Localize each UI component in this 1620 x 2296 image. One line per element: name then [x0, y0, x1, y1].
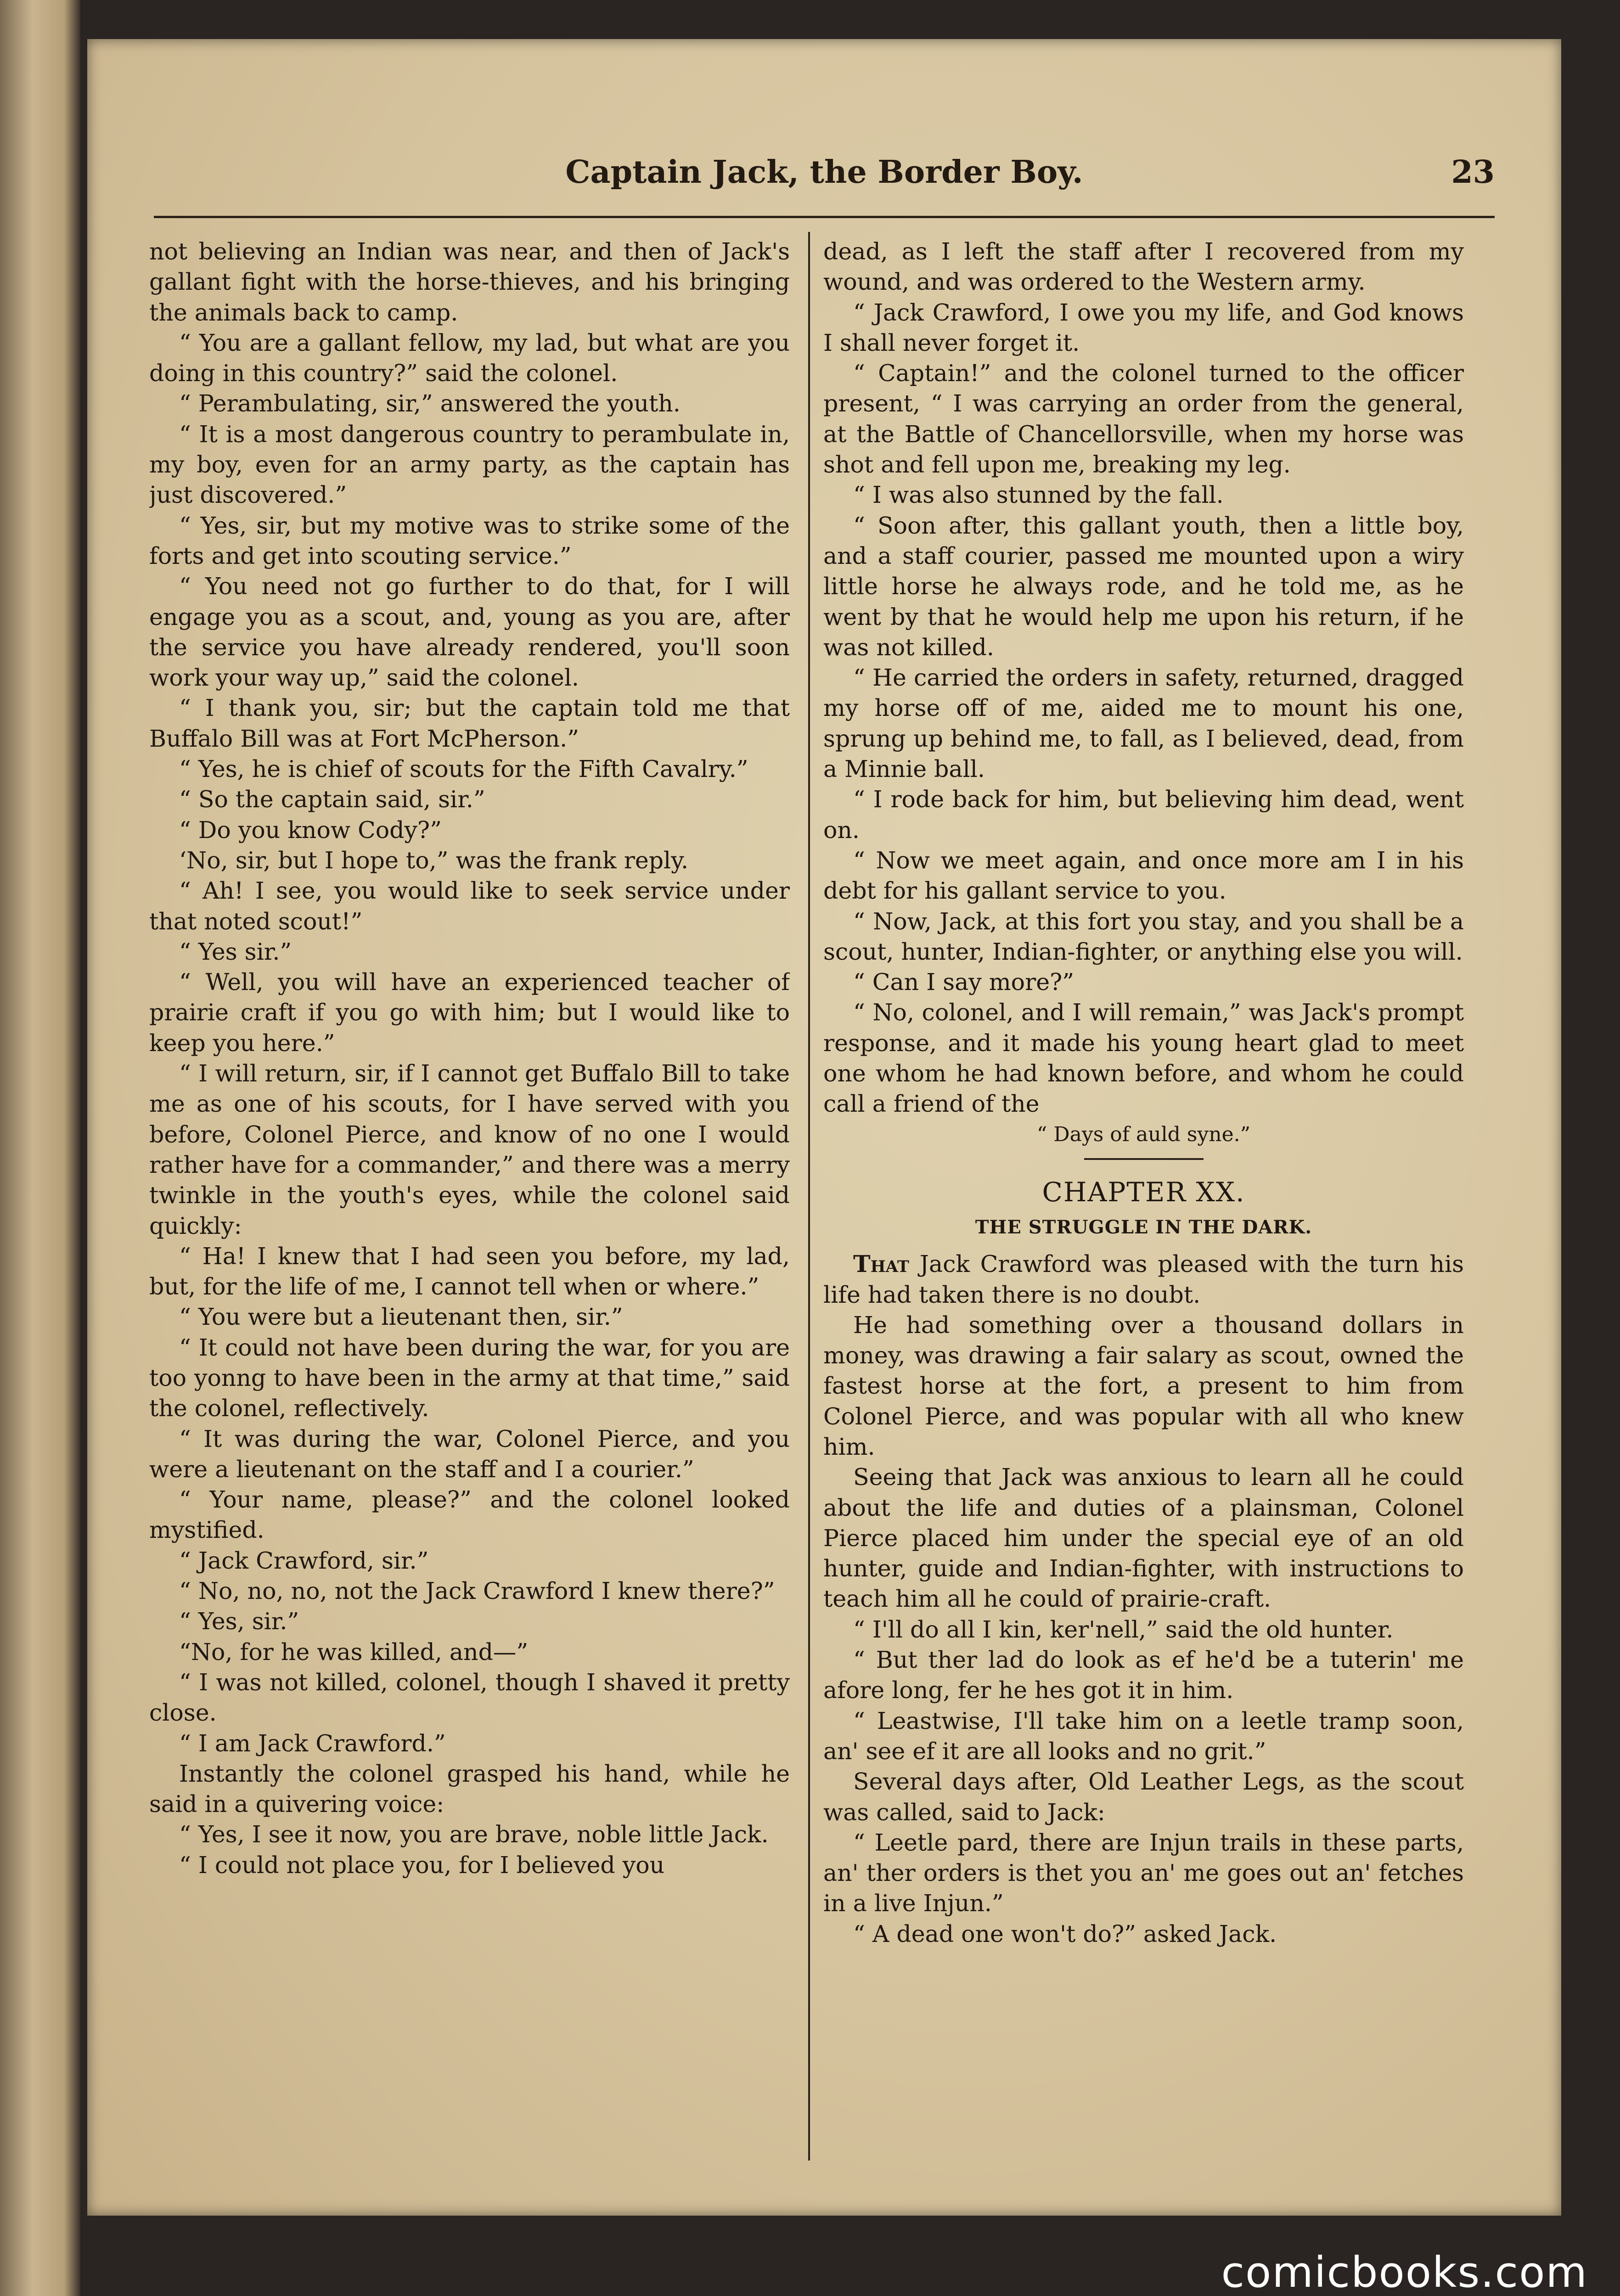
book-page	[87, 39, 1561, 2216]
chapter-subtitle: THE STRUGGLE IN THE DARK.	[975, 1216, 1312, 1238]
chapter-rule	[1084, 1158, 1204, 1160]
paragraph: “ Yes sir.”	[179, 938, 292, 965]
paragraph: “ I was also stunned by the fall.	[853, 481, 1224, 509]
paragraph: Instantly the colonel grasped his hand, while he said in a quivering voice:	[149, 1760, 790, 1818]
paragraph: “ I'll do all I kin, ker'nell,” said the old hunter.	[853, 1615, 1394, 1643]
paragraph: “ Your name, please?” and the colonel looked mystified.	[149, 1486, 790, 1544]
paragraph: Seeing that Jack was anxious to learn all he could about the life and duties of a plainsman, Colonel Pierce placed him under the special eye of an old hunter, guide and Indian-fighter, with instructions to teach him all he could of prairie-craft.	[823, 1463, 1464, 1613]
watermark: comicbooks.com	[1221, 2248, 1588, 2296]
paragraph: dead, as I left the staff after I recovered from my wound, and was ordered to the Western army.	[823, 238, 1464, 296]
running-header	[154, 154, 1495, 204]
paragraph: “ A dead one won't do?” asked Jack.	[853, 1920, 1277, 1947]
paragraph: “ Well, you will have an experienced teacher of prairie craft if you go with him; but I would like to keep you here.”	[149, 968, 790, 1057]
paragraph: “ He carried the orders in safety, returned, dragged my horse off of me, aided me to mount his one, sprung up behind me, to fall, as I believed, dead, from a Minnie ball.	[823, 664, 1464, 783]
paragraph: “ I was not killed, colonel, though I shaved it pretty close.	[149, 1668, 790, 1727]
running-title: Captain Jack, the Border Boy.	[565, 154, 1083, 191]
paragraph: “ Yes, I see it now, you are brave, noble little Jack.	[179, 1821, 769, 1848]
paragraph: “ So the captain said, sir.”	[179, 786, 485, 813]
paragraph: He had something over a thousand dollars in money, was drawing a fair salary as scout, owned the fastest horse at the fort, a present to him from Colonel Pierce, and was popular with all who knew him.	[823, 1311, 1464, 1460]
paragraph: “ I am Jack Crawford.”	[179, 1729, 446, 1757]
paragraph: “ Jack Crawford, sir.”	[179, 1547, 429, 1574]
paragraph: not believing an Indian was near, and then of Jack's gallant fight with the horse-thieves, and his bringing the animals back to camp.	[149, 238, 790, 326]
paragraph: “ I thank you, sir; but the captain told me that Buffalo Bill was at Fort McPherson.”	[149, 694, 790, 752]
paragraph: “ No, no, no, not the Jack Crawford I knew there?”	[179, 1577, 775, 1605]
paragraph: “ But ther lad do look as ef he'd be a tuterin' me afore long, fer he hes got it in him.	[823, 1646, 1464, 1704]
paragraph: Several days after, Old Leather Legs, as the scout was called, said to Jack:	[823, 1768, 1464, 1826]
paragraph: “ Jack Crawford, I owe you my life, and God knows I shall never forget it.	[823, 298, 1464, 356]
paragraph: “ Perambulating, sir,” answered the youth.	[179, 390, 681, 417]
paragraph: “ Yes, sir, but my motive was to strike some of the forts and get into scouting service.”	[149, 512, 790, 569]
lead-text: Jack Crawford was pleased with the turn his life had taken there is no doubt.	[823, 1250, 1464, 1308]
paragraph: “ Captain!” and the colonel turned to the officer present, “ I was carrying an order from the general, at the Battle of Chancellorsville, when my horse was shot and fell upon me, breaking my leg.	[823, 360, 1464, 478]
quote-line: “ Days of auld syne.”	[1036, 1122, 1251, 1146]
paragraph: “ Soon after, this gallant youth, then a little boy, and a staff courier, passed me mounted upon a wiry little horse he always rode, and he told me, as he went by that he would help me upon his return, if he was not killed.	[823, 512, 1464, 661]
paragraph: “ It is a most dangerous country to perambulate in, my boy, even for an army party, as the captain has just discovered.”	[149, 420, 790, 509]
adjacent-page-edge	[0, 0, 80, 2296]
paragraph: “ Now we meet again, and once more am I in his debt for his gallant service to you.	[823, 846, 1464, 905]
paragraph: “ Yes, sir.”	[179, 1608, 299, 1635]
paragraph: “ I rode back for him, but believing him dead, went on.	[823, 786, 1464, 844]
paragraph: “ You need not go further to do that, for I will engage you as a scout, and, young as you are, after the service you have already rendered, you'll soon work your way up,” said the colonel.	[149, 573, 790, 692]
paragraph: “ Leastwise, I'll take him on a leetle tramp soon, an' see ef it are all looks and no grit.”	[823, 1707, 1464, 1765]
paragraph: “ I could not place you, for I believed you	[179, 1851, 665, 1879]
paragraph: “ It could not have been during the war, for you are too yonng to have been in the army at that time,” said the colonel, reflectively.	[149, 1334, 790, 1422]
paragraph: “ Yes, he is chief of scouts for the Fifth Cavalry.”	[179, 755, 748, 783]
paragraph: “No, for he was killed, and—”	[179, 1638, 529, 1666]
chapter-title: CHAPTER XX.	[1042, 1176, 1245, 1208]
paragraph: “ Ah! I see, you would like to seek service under that noted scout!”	[149, 877, 790, 935]
paragraph: ‘No, sir, but I hope to,” was the frank reply.	[179, 846, 689, 874]
page-number: 23	[1451, 154, 1495, 191]
paragraph: “ Do you know Cody?”	[179, 816, 442, 844]
header-rule	[154, 216, 1495, 218]
paragraph: “ You were but a lieutenant then, sir.”	[179, 1303, 623, 1331]
paragraph: “ Can I say more?”	[853, 968, 1074, 996]
right-column	[823, 236, 1464, 2174]
paragraph: “ No, colonel, and I will remain,” was Jack's prompt response, and it made his young heart glad to meet one whom he had known before, and whom he could call a friend of the	[823, 999, 1464, 1118]
lead-word: That	[853, 1250, 909, 1278]
paragraph: “ It was during the war, Colonel Pierce, and you were a lieutenant on the staff and I a courier.”	[149, 1425, 790, 1483]
paragraph: “ You are a gallant fellow, my lad, but what are you doing in this country?” said the colonel.	[149, 329, 790, 387]
paragraph: “ Ha! I knew that I had seen you before, my lad, but, for the life of me, I cannot tell when or where.”	[149, 1242, 790, 1300]
paragraph: “ I will return, sir, if I cannot get Buffalo Bill to take me as one of his scouts, for I have served with you before, Colonel Pierce, and know of no one I would rather have for a commander,” and there was a merry twinkle in the youth's eyes, while the colonel said quickly:	[149, 1060, 790, 1239]
column-divider	[808, 232, 810, 2161]
chapter-lead-paragraph	[823, 1249, 1464, 1310]
paragraph: “ Now, Jack, at this fort you stay, and you shall be a scout, hunter, Indian-fighter, or anything else you will.	[823, 907, 1464, 965]
left-column	[149, 236, 790, 2174]
paragraph: “ Leetle pard, there are Injun trails in these parts, an' ther orders is thet you an' me goes out an' fetches in a live Injun.”	[823, 1829, 1464, 1917]
